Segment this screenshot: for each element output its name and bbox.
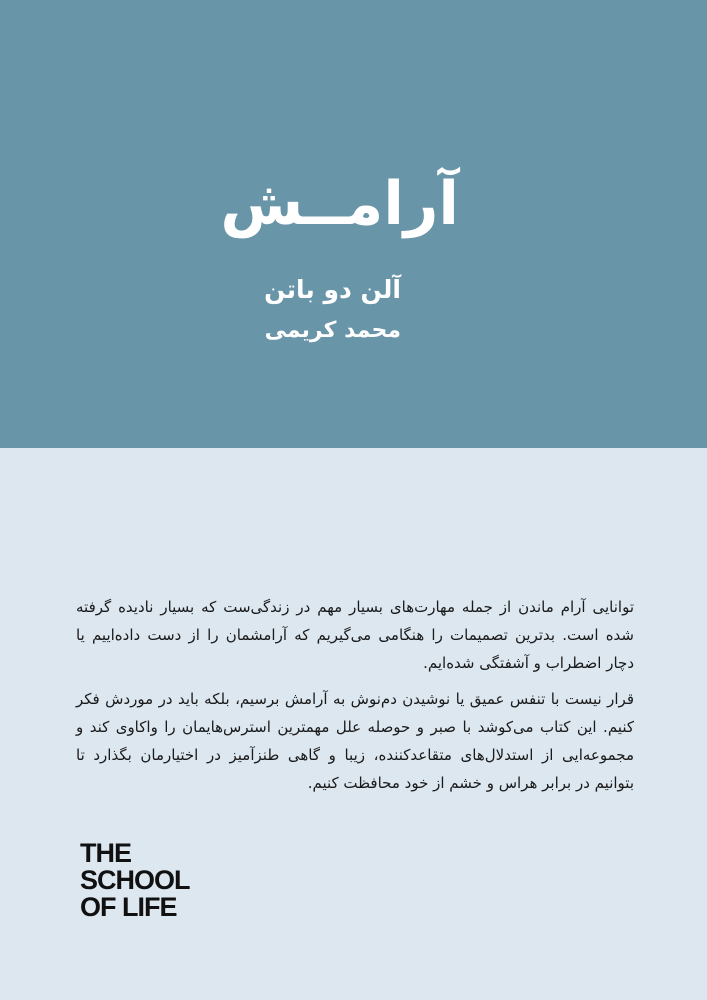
logo-line-the: THE [80,838,131,868]
logo-line-of-life: OF LIFE [80,892,177,922]
publisher-logo [80,840,190,921]
translator-name: محمد کریمی [264,318,401,343]
author-name: آلن دو باتن [264,275,401,304]
book-title: آرامــش [220,169,459,239]
book-blurb [76,593,634,805]
logo-line-school: SCHOOL [80,865,190,895]
blurb-paragraph-2: قرار نیست با تنفس عمیق یا نوشیدن دم‌نوش به آرامش برسیم، بلکه باید در موردش فکر کنیم. این کتاب می‌کوشد با صبر و حوصله علل مهمترین استرس‌هایمان را واکاوی کند و مجموعه‌ایی از استدلال‌های متقاعدکننده، زیبا و گاهی طنزآمیز در اختیارمان بگذارد تا بتوانیم در برابر هراس و خشم از خود محافظت کنیم. [76,690,634,792]
blurb-paragraph-1: توانایی آرام ماندن از جمله مهارت‌های بسیار مهم در زندگی‌ست که بسیار نادیده گرفته شده است. بدترین تصمیمات را هنگامی می‌گیریم که آرامشمان را از دست داده‌اییم یا دچار اضطراب و آشفتگی شده‌ایم. [76,598,634,672]
cover-top-panel [0,0,707,448]
